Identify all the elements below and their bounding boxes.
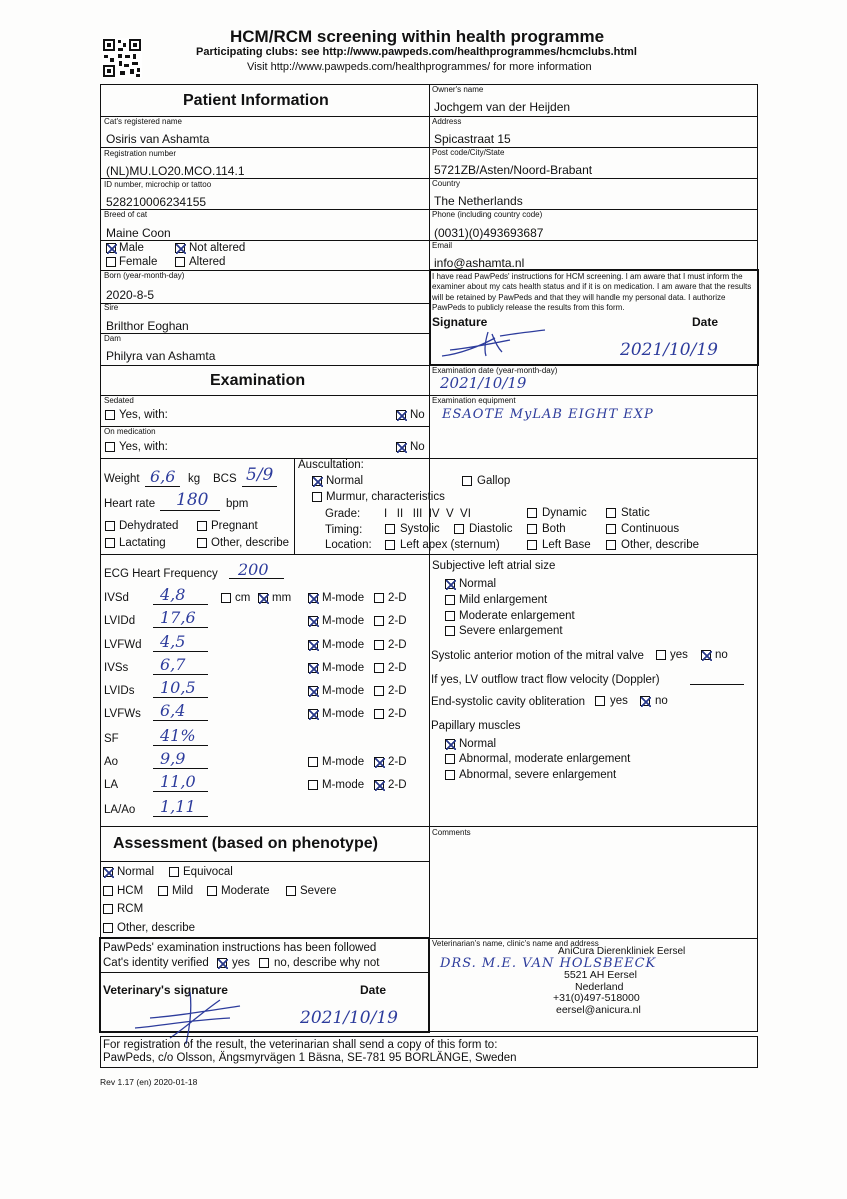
id-label: ID number, microchip or tattoo	[104, 180, 212, 189]
la-mild-checkbox[interactable]	[445, 595, 455, 605]
vet-signature-label: Veterinary's signature	[103, 983, 228, 997]
female-checkbox[interactable]	[106, 257, 116, 267]
phone-value[interactable]: (0031)(0)493693687	[434, 226, 544, 240]
lvfws-underline	[153, 720, 208, 721]
ecg-label: ECG Heart Frequency	[104, 568, 218, 580]
identity-yes-checkbox[interactable]	[217, 958, 227, 968]
instructions-text: PawPeds' examination instructions has been followed	[103, 942, 377, 954]
lvfwd-value[interactable]: 4,5	[160, 632, 186, 651]
ao-label: Ao	[104, 756, 119, 768]
ivsd-value[interactable]: 4,8	[160, 585, 186, 604]
la-2d-checkbox[interactable]	[374, 780, 384, 790]
pap-normal-checkbox[interactable]	[445, 739, 455, 749]
dynamic-checkbox[interactable]	[527, 508, 537, 518]
severe-checkbox[interactable]	[286, 886, 296, 896]
lactating-checkbox[interactable]	[105, 538, 115, 548]
identity-label: Cat's identity verified	[103, 957, 209, 969]
bcs-label: BCS	[213, 473, 237, 485]
cat-name-value[interactable]: Osiris van Ashamta	[106, 132, 210, 146]
lvids-underline	[153, 697, 208, 698]
gallop-label: Gallop	[477, 475, 511, 487]
qr-code	[102, 38, 142, 78]
ivss-label: IVSs	[104, 662, 129, 674]
address-value[interactable]: Spicastraat 15	[434, 132, 511, 146]
lvidd-label: LVIDd	[104, 615, 136, 627]
la-moderate-label: Moderate enlargement	[459, 610, 575, 622]
rcm-checkbox[interactable]	[103, 904, 113, 914]
esco-yes-label: yes	[610, 695, 628, 707]
grade-label: Grade:	[325, 508, 361, 520]
la-underline	[153, 791, 208, 792]
mild-checkbox[interactable]	[158, 886, 168, 896]
dam-label: Dam	[104, 334, 121, 343]
owner-signature	[440, 328, 550, 360]
pap-moderate-checkbox[interactable]	[445, 754, 455, 764]
ivss-value[interactable]: 6,7	[160, 655, 186, 674]
lvidd-mmode-label: M-mode	[322, 615, 365, 627]
left-base-label: Left Base	[542, 539, 591, 551]
murmur-checkbox[interactable]	[312, 492, 322, 502]
gallop-checkbox[interactable]	[462, 476, 472, 486]
sedated-no-checkbox[interactable]	[396, 410, 406, 420]
la-mmode-checkbox[interactable]	[308, 780, 318, 790]
ao-underline	[153, 768, 208, 769]
country-value[interactable]: The Netherlands	[434, 194, 523, 208]
lvfws-2d-label: 2-D	[388, 708, 407, 720]
born-label: Born (year-month-day)	[104, 271, 185, 280]
la-2d-label: 2-D	[388, 779, 407, 791]
moderate-checkbox[interactable]	[207, 886, 217, 896]
lvids-mmode-checkbox[interactable]	[308, 686, 318, 696]
ao-value[interactable]: 9,9	[160, 749, 186, 768]
form-title: HCM/RCM screening within health programme	[230, 27, 605, 46]
static-label: Static	[621, 507, 650, 519]
lvfws-mmode-checkbox[interactable]	[308, 709, 318, 719]
ivss-underline	[153, 674, 208, 675]
lactating-label: Lactating	[119, 537, 166, 549]
lvidd-2d-label: 2-D	[388, 615, 407, 627]
vet-date-label: Date	[360, 983, 387, 997]
sire-label: Sire	[104, 303, 119, 312]
weight-label: Weight	[104, 473, 140, 485]
la-size-label: Subjective left atrial size	[432, 560, 556, 572]
continuous-label: Continuous	[621, 523, 680, 535]
lvot-label: If yes, LV outflow tract flow velocity (Doppler)	[431, 674, 660, 686]
ivsd-2d-label: 2-D	[388, 592, 407, 604]
lvfws-label: LVFWs	[104, 708, 141, 720]
dam-value[interactable]: Philyra van Ashamta	[106, 349, 216, 363]
equivocal-checkbox[interactable]	[169, 867, 179, 877]
sf-underline	[153, 745, 208, 746]
exam-date-label: Examination date (year-month-day)	[432, 366, 558, 375]
sf-label: SF	[104, 733, 119, 745]
moderate-label: Moderate	[221, 885, 270, 897]
vet-name-handwritten[interactable]: DRS. M.E. VAN HOLSBEECK	[440, 956, 657, 971]
dynamic-label: Dynamic	[542, 507, 587, 519]
bcs-value[interactable]: 5/9	[246, 465, 274, 485]
identity-no-label: no, describe why not	[274, 957, 380, 969]
lvids-value[interactable]: 10,5	[160, 678, 196, 697]
continuous-checkbox[interactable]	[606, 524, 616, 534]
lvfws-mmode-label: M-mode	[322, 708, 365, 720]
ivss-mmode-label: M-mode	[322, 662, 365, 674]
diastolic-label: Diastolic	[469, 523, 513, 535]
diastolic-checkbox[interactable]	[454, 524, 464, 534]
auscultation-label: Auscultation:	[298, 459, 364, 471]
female-label: Female	[119, 256, 158, 268]
lvfwd-2d-label: 2-D	[388, 639, 407, 651]
ao-mmode-label: M-mode	[322, 756, 365, 768]
pregnant-checkbox[interactable]	[197, 521, 207, 531]
heart-rate-value[interactable]: 180	[176, 490, 209, 510]
breed-label: Breed of cat	[104, 210, 148, 219]
kg-unit: kg	[188, 473, 201, 485]
owner-declaration: I have read PawPeds' instructions for HCM screening. I am aware that I must inform the examiner about my cats health status and if it is on medication. I am aware that the results will be retained by PawPeds and that they will handle my personal data. I authorize PawPeds to publicly release the results from this form.	[432, 272, 752, 312]
esco-no-checkbox[interactable]	[640, 696, 650, 706]
medication-yes-checkbox[interactable]	[105, 442, 115, 452]
murmur-label: Murmur, characteristics	[326, 491, 445, 503]
lvfwd-underline	[153, 651, 208, 652]
lvfwd-2d-checkbox[interactable]	[374, 640, 384, 650]
systolic-label: Systolic	[400, 523, 440, 535]
ivss-2d-checkbox[interactable]	[374, 663, 384, 673]
email-label: Email	[432, 241, 453, 250]
stamp-line-5: eersel@anicura.nl	[556, 1004, 641, 1016]
other-condition-checkbox[interactable]	[197, 538, 207, 548]
dehydrated-label: Dehydrated	[119, 520, 179, 532]
sire-value[interactable]: Brilthor Eoghan	[106, 319, 189, 333]
sedated-yes-checkbox[interactable]	[105, 410, 115, 420]
address-label: Address	[432, 117, 462, 126]
grade-options[interactable]: I II III IV V VI	[384, 508, 471, 520]
location-other-label: Other, describe	[621, 539, 699, 551]
rcm-label: RCM	[117, 903, 144, 915]
lvfwd-mmode-label: M-mode	[322, 639, 365, 651]
severe-label: Severe	[300, 885, 337, 897]
registration-label: Registration number	[104, 149, 177, 158]
stamp-line-1: AniCura Dierenkliniek Eersel	[558, 946, 686, 957]
pap-severe-checkbox[interactable]	[445, 770, 455, 780]
ivsd-underline	[153, 604, 208, 605]
location-label: Location:	[325, 539, 372, 551]
phone-label: Phone (including country code)	[432, 210, 543, 219]
ausc-normal-checkbox[interactable]	[312, 476, 322, 486]
cat-name-label: Cat's registered name	[104, 117, 183, 126]
examination-heading: Examination	[210, 372, 306, 389]
clinic-label: Veterinarian's name, clinic's name and address	[432, 939, 599, 948]
lvidd-2d-checkbox[interactable]	[374, 616, 384, 626]
pap-severe-label: Abnormal, severe enlargement	[459, 769, 617, 781]
hcm-checkbox[interactable]	[103, 886, 113, 896]
unit-mm-label: mm	[272, 592, 292, 604]
lvids-2d-label: 2-D	[388, 685, 407, 697]
owner-name-label: Owner's name	[432, 85, 484, 94]
left-apex-label: Left apex (sternum)	[400, 539, 500, 551]
footer-line-2: PawPeds, c/o Olsson, Ängsmyrvägen 1 Bäsna, SE-781 95 BORLÄNGE, Sweden	[103, 1052, 517, 1064]
lvfws-value[interactable]: 6,4	[160, 701, 186, 720]
postcode-value[interactable]: 5721ZB/Asten/Noord-Brabant	[434, 163, 593, 177]
ivss-2d-label: 2-D	[388, 662, 407, 674]
both-checkbox[interactable]	[527, 524, 537, 534]
location-other-checkbox[interactable]	[606, 540, 616, 550]
ivsd-mmode-checkbox[interactable]	[308, 593, 318, 603]
sedated-no-label: No	[410, 409, 425, 421]
esco-no-label: no	[655, 695, 668, 707]
not-altered-label: Not altered	[189, 242, 246, 254]
assess-normal-label: Normal	[117, 866, 155, 878]
stamp-line-3: Nederland	[575, 981, 624, 993]
papillary-label: Papillary muscles	[431, 720, 521, 732]
unit-mm-checkbox[interactable]	[258, 593, 268, 603]
ao-mmode-checkbox[interactable]	[308, 757, 318, 767]
lvids-label: LVIDs	[104, 685, 135, 697]
identity-yes-label: yes	[232, 957, 250, 969]
ecg-value[interactable]: 200	[238, 560, 269, 579]
owner-date-value[interactable]: 2021/10/19	[620, 340, 718, 360]
weight-value[interactable]: 6,6	[150, 467, 176, 486]
medication-yes-label: Yes, with:	[119, 441, 168, 453]
pregnant-label: Pregnant	[211, 520, 258, 532]
left-base-checkbox[interactable]	[527, 540, 537, 550]
la-mmode-label: M-mode	[322, 779, 365, 791]
mild-label: Mild	[172, 885, 194, 897]
postcode-label: Post code/City/State	[432, 148, 505, 157]
timing-label: Timing:	[325, 524, 363, 536]
ao-2d-checkbox[interactable]	[374, 757, 384, 767]
ivsd-label: IVSd	[104, 592, 129, 604]
sf-value[interactable]: 41%	[160, 726, 196, 745]
ivss-mmode-checkbox[interactable]	[308, 663, 318, 673]
equipment-value[interactable]: ESAOTE MyLAB EIGHT EXP	[442, 407, 654, 422]
lvfwd-mmode-checkbox[interactable]	[308, 640, 318, 650]
lvids-2d-checkbox[interactable]	[374, 686, 384, 696]
patient-info-heading: Patient Information	[183, 92, 329, 109]
assess-other-checkbox[interactable]	[103, 923, 113, 933]
clubs-line: Participating clubs: see http://www.pawpeds.com/healthprogrammes/hcmclubs.html	[196, 46, 637, 58]
male-checkbox[interactable]	[106, 243, 116, 253]
lvidd-mmode-checkbox[interactable]	[308, 616, 318, 626]
exam-date-value[interactable]: 2021/10/19	[440, 374, 527, 392]
sam-no-checkbox[interactable]	[701, 650, 711, 660]
email-value[interactable]: info@ashamta.nl	[434, 256, 525, 270]
owner-name-value[interactable]: Jochgem van der Heijden	[434, 100, 571, 114]
comments-label: Comments	[432, 828, 471, 837]
lvfwd-label: LVFWd	[104, 639, 142, 651]
hcm-label: HCM	[117, 885, 144, 897]
country-label: Country	[432, 179, 461, 188]
la-value[interactable]: 11,0	[160, 772, 196, 791]
identity-no-checkbox[interactable]	[259, 958, 269, 968]
lvfws-2d-checkbox[interactable]	[374, 709, 384, 719]
revision-text: Rev 1.17 (en) 2020-01-18	[100, 1077, 198, 1087]
sam-no-label: no	[715, 649, 728, 661]
esco-yes-checkbox[interactable]	[595, 696, 605, 706]
la-moderate-checkbox[interactable]	[445, 611, 455, 621]
static-checkbox[interactable]	[606, 508, 616, 518]
equivocal-label: Equivocal	[183, 866, 233, 878]
la-severe-label: Severe enlargement	[459, 625, 563, 637]
other-condition-label: Other, describe	[211, 537, 289, 549]
la-severe-checkbox[interactable]	[445, 626, 455, 636]
sam-label: Systolic anterior motion of the mitral valve	[431, 650, 644, 662]
sam-yes-label: yes	[670, 649, 688, 661]
bpm-unit: bpm	[226, 498, 249, 510]
left-apex-checkbox[interactable]	[385, 540, 395, 550]
pap-moderate-label: Abnormal, moderate enlargement	[459, 753, 631, 765]
assess-normal-checkbox[interactable]	[103, 867, 113, 877]
both-label: Both	[542, 523, 566, 535]
owner-date-label: Date	[692, 315, 719, 329]
unit-cm-checkbox[interactable]	[221, 593, 231, 603]
lvidd-value[interactable]: 17,6	[160, 608, 196, 627]
unit-cm-label: cm	[235, 592, 251, 604]
heart-rate-label: Heart rate	[104, 498, 156, 510]
sedated-label: Sedated	[104, 396, 134, 405]
sam-yes-checkbox[interactable]	[656, 650, 666, 660]
ivsd-2d-checkbox[interactable]	[374, 593, 384, 603]
stamp-line-2: 5521 AH Eersel	[564, 969, 637, 981]
pap-normal-label: Normal	[459, 738, 497, 750]
not-altered-checkbox[interactable]	[175, 243, 185, 253]
owner-signature-label: Signature	[432, 315, 488, 329]
la-ao-underline	[153, 816, 208, 817]
stamp-line-4: +31(0)497-518000	[553, 992, 640, 1004]
altered-checkbox[interactable]	[175, 257, 185, 267]
esco-label: End-systolic cavity obliteration	[431, 696, 586, 708]
ausc-normal-label: Normal	[326, 475, 364, 487]
ivsd-mmode-label: M-mode	[322, 592, 365, 604]
sedated-yes-label: Yes, with:	[119, 409, 168, 421]
lvidd-underline	[153, 627, 208, 628]
vet-date-value[interactable]: 2021/10/19	[300, 1008, 398, 1028]
male-label: Male	[119, 242, 144, 254]
la-ao-label: LA/Ao	[104, 804, 136, 816]
medication-label: On medication	[104, 427, 156, 436]
equipment-label: Examination equipment	[432, 396, 516, 405]
footer-line-1: For registration of the result, the veterinarian shall send a copy of this form to:	[103, 1039, 498, 1051]
id-value[interactable]: 528210006234155	[106, 195, 207, 209]
la-mild-label: Mild enlargement	[459, 594, 548, 606]
systolic-checkbox[interactable]	[385, 524, 395, 534]
born-value[interactable]: 2020-8-5	[106, 288, 155, 302]
la-normal-checkbox[interactable]	[445, 579, 455, 589]
la-ao-value[interactable]: 1,11	[160, 797, 196, 816]
ao-2d-label: 2-D	[388, 756, 407, 768]
la-normal-label: Normal	[459, 578, 497, 590]
assessment-heading: Assessment (based on phenotype)	[113, 835, 378, 852]
medication-no-label: No	[410, 441, 425, 453]
breed-value[interactable]: Maine Coon	[106, 226, 171, 240]
registration-value[interactable]: (NL)MU.LO20.MCO.114.1	[106, 164, 245, 178]
medication-no-checkbox[interactable]	[396, 442, 406, 452]
la-label: LA	[104, 779, 119, 791]
altered-label: Altered	[189, 256, 226, 268]
lvids-mmode-label: M-mode	[322, 685, 365, 697]
assess-other-label: Other, describe	[117, 922, 195, 934]
dehydrated-checkbox[interactable]	[105, 521, 115, 531]
info-line: Visit http://www.pawpeds.com/healthprogrammes/ for more information	[247, 61, 592, 73]
